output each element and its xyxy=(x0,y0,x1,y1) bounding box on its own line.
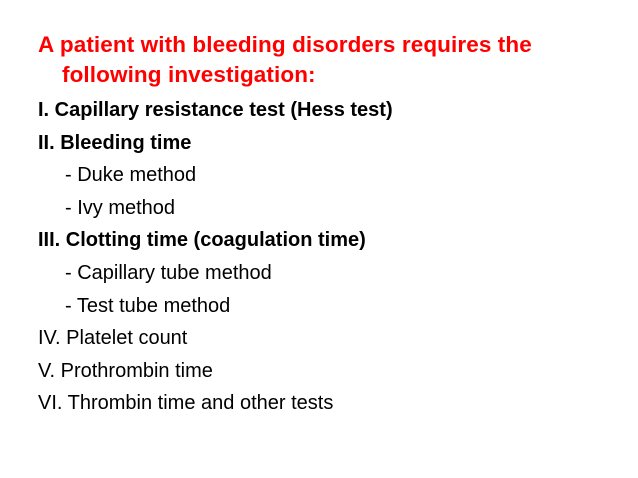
slide-title-line-1: A patient with bleeding disorders requires the xyxy=(38,32,532,57)
list-item-platelet-count: IV. Platelet count xyxy=(38,327,188,350)
list-item-prothrombin-time: V. Prothrombin time xyxy=(38,359,213,382)
list-subitem-duke-method: - Duke method xyxy=(65,164,197,187)
list-subitem-test-tube-method: - Test tube method xyxy=(65,294,231,317)
investigation-list xyxy=(38,94,393,420)
list-item-clotting-time: III. Clotting time (coagulation time) xyxy=(38,229,366,252)
list-item-bleeding-time: II. Bleeding time xyxy=(38,131,192,154)
slide-title xyxy=(38,30,608,90)
slide-title-line-2: following investigation: xyxy=(62,62,316,87)
list-item-thrombin-time: VI. Thrombin time and other tests xyxy=(38,392,334,415)
list-subitem-capillary-tube-method: - Capillary tube method xyxy=(65,261,272,284)
list-subitem-ivy-method: - Ivy method xyxy=(65,196,176,219)
list-item-hess-test: I. Capillary resistance test (Hess test) xyxy=(38,99,393,121)
